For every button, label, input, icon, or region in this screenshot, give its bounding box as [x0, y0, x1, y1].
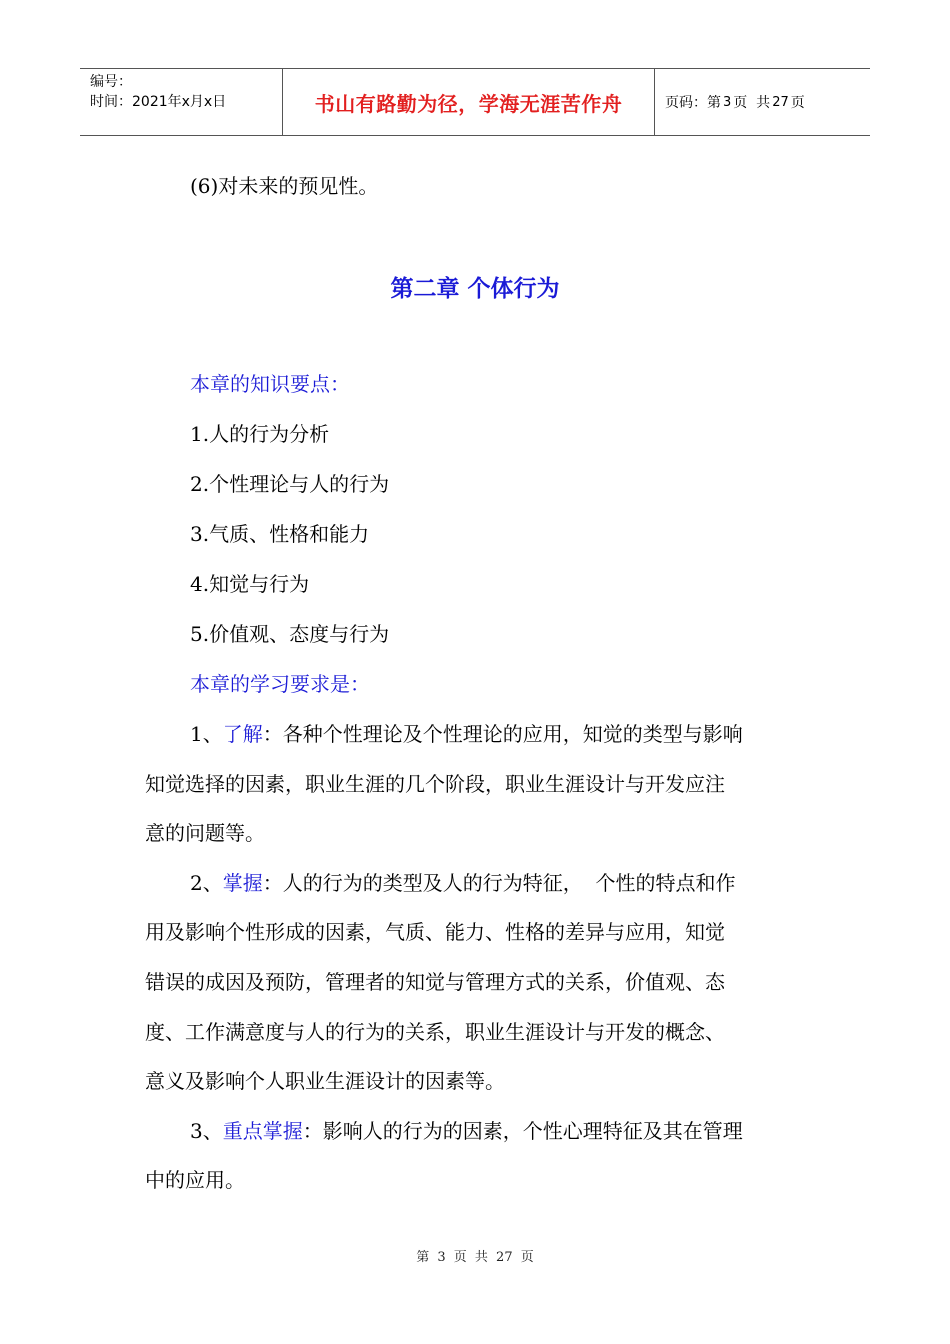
- req2-line: 用及影响个性形成的因素，气质、能力、性格的差异与应用，知觉: [145, 920, 725, 944]
- knowledge-point: 3.气质、性格和能力: [190, 522, 370, 546]
- header-motto: 书山有路勤为径，学海无涯苦作舟: [282, 69, 655, 135]
- req3-keyword: 重点掌握: [222, 1119, 303, 1143]
- page-total: 27: [772, 94, 789, 110]
- knowledge-heading: 本章的知识要点：: [190, 372, 350, 396]
- knowledge-point: 2.个性理论与人的行为: [190, 472, 390, 496]
- req1-keyword: 了解: [222, 722, 263, 746]
- knowledge-point: 4.知觉与行为: [190, 572, 310, 596]
- knowledge-point: 1.人的行为分析: [190, 422, 330, 446]
- header-meta: [80, 69, 282, 135]
- req2-line: 度、工作满意度与人的行为的关系，职业生涯设计与开发的概念、: [145, 1020, 725, 1044]
- req2-line: 错误的成因及预防，管理者的知觉与管理方式的关系，价值观、态: [145, 970, 725, 994]
- number-label: 编号：: [90, 74, 132, 90]
- req2-text: ：人的行为的类型及人的行为特征， 个性的特点和作: [262, 871, 736, 895]
- prev-item: (6)对未来的预见性。: [190, 174, 379, 198]
- page-mid: 页 共: [733, 95, 771, 111]
- page-header: [80, 68, 870, 136]
- req2-number: 2、: [190, 871, 223, 895]
- req1-text: ：各种个性理论及个性理论的应用，知觉的类型与影响: [262, 722, 743, 746]
- header-page-info: [655, 69, 870, 135]
- date-label: 时间：2021年x月x日: [90, 94, 227, 110]
- req1-first-line: [190, 720, 743, 748]
- req3-first-line: [190, 1117, 743, 1145]
- req2-first-line: [190, 869, 735, 897]
- req1-line: 意的问题等。: [145, 821, 265, 845]
- page-footer: 第 3 页 共 27 页: [416, 1250, 534, 1265]
- page-prefix: 页码：第: [665, 95, 721, 111]
- req1-line: 知觉选择的因素，职业生涯的几个阶段，职业生涯设计与开发应注: [145, 772, 725, 796]
- req3-text: ：影响人的行为的因素，个性心理特征及其在管理: [302, 1119, 743, 1143]
- req3-number: 3、: [190, 1119, 223, 1143]
- knowledge-point: 5.价值观、态度与行为: [190, 622, 390, 646]
- page-current: 3: [723, 94, 732, 110]
- req2-keyword: 掌握: [222, 871, 263, 895]
- req2-line: 意义及影响个人职业生涯设计的因素等。: [145, 1069, 505, 1093]
- chapter-title: 第二章 个体行为: [390, 276, 560, 302]
- requirements-heading: 本章的学习要求是：: [190, 672, 370, 696]
- req3-line: 中的应用。: [145, 1168, 245, 1192]
- page-suffix: 页: [790, 95, 805, 111]
- req1-number: 1、: [190, 722, 223, 746]
